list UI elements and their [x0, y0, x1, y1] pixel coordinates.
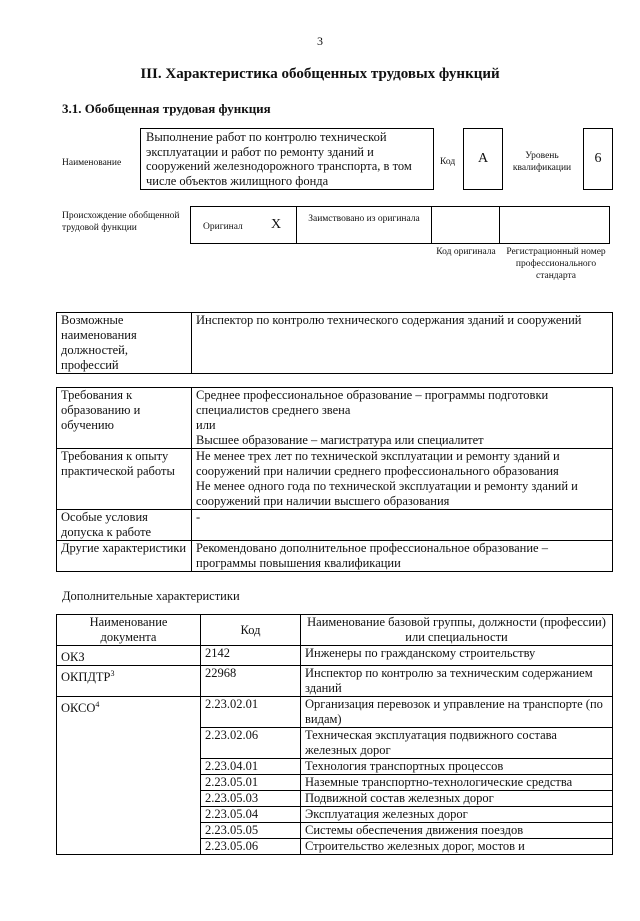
requirement-value [192, 541, 613, 572]
code-value-box [463, 128, 503, 190]
section-title: III. Характеристика обобщенных трудовых функций [140, 66, 500, 82]
name-cell: Технология транспортных процессов [301, 759, 613, 775]
code-cell: 2.23.02.06 [201, 728, 301, 759]
requirement-value [192, 449, 613, 510]
requirement-line: Рекомендовано дополнительное профессиональное образование – программы повышения квалификации [196, 541, 548, 570]
requirement-value [192, 510, 613, 541]
code-cell: 2.23.05.03 [201, 791, 301, 807]
code-cell: 2.23.05.05 [201, 823, 301, 839]
document-cell [57, 666, 201, 697]
requirement-line: или [196, 418, 216, 432]
table-header-row [57, 615, 613, 646]
header-name: Наименование базовой группы, должности (профессии) или специальности [301, 615, 613, 646]
level-value: 6 [594, 151, 602, 166]
name-label: Наименование [62, 158, 122, 168]
table-row [57, 697, 613, 728]
function-name-value: Выполнение работ по контролю технической эксплуатации и работ по ремонту зданий и сооружений железнодорожного транспорта, в том числе объектов жилищного фонда [146, 130, 412, 188]
origin-label: Происхождение обобщенной трудовой функции [62, 211, 180, 233]
requirement-value [192, 388, 613, 449]
code-cell: 2142 [201, 646, 301, 666]
table-row [57, 666, 613, 697]
original-label: Оригинал [203, 222, 243, 232]
document-name: ОКСО [61, 701, 96, 716]
name-cell: Строительство железных дорог, мостов и [301, 839, 613, 855]
requirement-line: Не менее трех лет по технической эксплуатации и ремонту зданий и сооружений при наличии среднего профессионального образования [196, 449, 560, 478]
code-cell: 2.23.05.06 [201, 839, 301, 855]
name-cell: Системы обеспечения движения поездов [301, 823, 613, 839]
borrowed-label: Заимствовано из оригинала [308, 214, 420, 224]
divider [499, 207, 500, 243]
requirement-line: - [196, 510, 201, 524]
positions-label: Возможные наименования должностей, профессий [57, 313, 192, 374]
document-cell [57, 697, 201, 855]
table-row [57, 510, 613, 541]
code-cell: 22968 [201, 666, 301, 697]
divider [431, 207, 432, 243]
document-name: ОКПДТР [61, 670, 111, 685]
requirement-label: Требования к образованию и обучению [57, 388, 192, 449]
requirement-label: Требования к опыту практической работы [57, 449, 192, 510]
document-name: ОКЗ [61, 650, 85, 665]
code-cell: 2.23.04.01 [201, 759, 301, 775]
name-cell: Подвижной состав железных дорог [301, 791, 613, 807]
code-cell: 2.23.05.04 [201, 807, 301, 823]
requirement-label: Особые условия допуска к работе [57, 510, 192, 541]
footnote-mark: 4 [95, 700, 100, 710]
name-cell: Инженеры по гражданскому строительству [301, 646, 613, 666]
header-document: Наименование документа [57, 615, 201, 646]
requirement-line: Высшее образование – магистратура или специалитет [196, 433, 484, 447]
function-name-box [140, 128, 434, 190]
original-mark: X [271, 217, 282, 232]
header-code: Код [201, 615, 301, 646]
table-row [57, 541, 613, 572]
reg-number-caption: Регистрационный номер профессионального стандарта [506, 247, 606, 281]
table-row [57, 449, 613, 510]
positions-value: Инспектор по контролю технического содержания зданий и сооружений [192, 313, 613, 374]
subsection-title: 3.1. Обобщенная трудовая функция [62, 101, 271, 116]
table-row [57, 646, 613, 666]
origin-row [190, 206, 610, 244]
requirement-line: Среднее профессиональное образование – программы подготовки специалистов среднего звена [196, 388, 549, 417]
table-row [57, 388, 613, 449]
name-cell: Техническая эксплуатация подвижного состава железных дорог [301, 728, 613, 759]
additional-title: Дополнительные характеристики [62, 589, 240, 603]
name-cell: Эксплуатация железных дорог [301, 807, 613, 823]
code-value: А [477, 151, 489, 166]
requirements-table [56, 387, 613, 572]
code-cell: 2.23.02.01 [201, 697, 301, 728]
additional-table [56, 614, 613, 855]
footnote-mark: 3 [110, 669, 115, 679]
level-label: Уровень квалификации [512, 151, 572, 173]
page-number: 3 [317, 34, 323, 48]
requirement-label: Другие характеристики [57, 541, 192, 572]
name-cell: Наземные транспортно-технологические средства [301, 775, 613, 791]
divider [296, 207, 297, 243]
name-cell: Инспектор по контролю за техническим содержанием зданий [301, 666, 613, 697]
requirement-line: Не менее одного года по технической эксплуатации и ремонту зданий и сооружений при наличии высшего образования [196, 479, 578, 508]
code-original-caption: Код оригинала [436, 247, 496, 257]
positions-table [56, 312, 613, 374]
document-cell [57, 646, 201, 666]
level-value-box [583, 128, 613, 190]
code-label: Код [440, 157, 456, 167]
table-row [57, 313, 613, 374]
name-cell: Организация перевозок и управление на транспорте (по видам) [301, 697, 613, 728]
code-cell: 2.23.05.01 [201, 775, 301, 791]
